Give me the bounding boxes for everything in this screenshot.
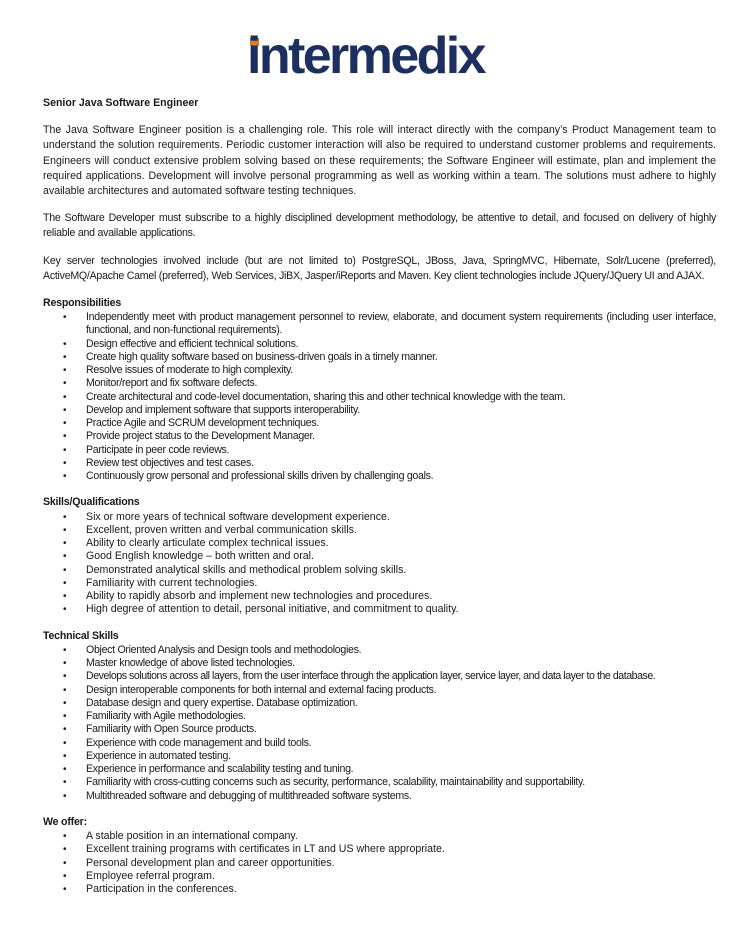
list-item: • A stable position in an international company.: [63, 830, 298, 843]
list-item: • Familiarity with cross-cutting concerns such as security, performance, scalability, maintainability and supportability.: [63, 776, 585, 789]
list-item: • Personal development plan and career opportunities.: [63, 856, 335, 869]
list-item: • Ability to rapidly absorb and implement new technologies and procedures.: [63, 590, 433, 603]
section-heading-responsibilities: Responsibilities: [43, 297, 122, 310]
section-heading-technical-skills: Technical Skills: [43, 629, 119, 642]
bullet-icon: •: [63, 538, 67, 550]
list-item: • Independently meet with product management personnel to review, elaborate, and document system requirements (including user interface, functional, and non-functional requirements).: [63, 311, 716, 337]
we-offer-list: [43, 830, 716, 896]
bullet-icon: •: [63, 884, 67, 896]
intro-paragraph: The Java Software Engineer position is a challenging role. This role will interact directly with the company’s Product Management team to understand the solution requirements. Periodic customer interaction will also be required to understand customer problems and requirements. Engineers will conduct extensive problem solving based on these requirements; the Software Engineer will estimate, plan and implement the required applications. Development will involve personal programming as well as working within a team. The solutions must adhere to highly available architectures and automated software testing techniques.: [43, 124, 716, 198]
list-item: • Master knowledge of above listed technologies.: [63, 657, 295, 670]
list-item: • Participate in peer code reviews.: [63, 443, 230, 456]
bullet-icon: •: [63, 391, 67, 403]
bullet-icon: •: [63, 764, 67, 776]
bullet-icon: •: [63, 457, 67, 469]
list-item: • Monitor/report and fix software defects.: [63, 377, 258, 390]
bullet-icon: •: [63, 658, 67, 670]
list-item: • Design interoperable components for both internal and external facing products.: [63, 683, 437, 696]
list-item: • Continuously grow personal and professional skills driven by challenging goals.: [63, 470, 434, 483]
technologies-paragraph: Key server technologies involved include (but are not limited to) PostgreSQL, JBoss, Java, SpringMVC, Hibernate, Solr/Lucene (preferred), ActiveMQ/Apache Camel (preferred), Web Services, JiBX, Jasper/iReports and Maven. Key client technologies include JQuery/JQuery UI and AJAX.: [43, 254, 716, 282]
list-item: • Multithreaded software and debugging of multithreaded software systems.: [63, 789, 412, 802]
bullet-icon: •: [63, 844, 67, 856]
list-item: • Familiarity with Open Source products.: [63, 723, 257, 736]
bullet-icon: •: [63, 378, 67, 390]
technical-skills-list: [43, 644, 716, 803]
list-item: • Develop and implement software that supports interoperability.: [63, 403, 360, 416]
list-item: • Database design and query expertise. Database optimization.: [63, 696, 358, 709]
list-item: • Excellent training programs with certificates in LT and US where appropriate.: [63, 843, 445, 856]
company-logo: [247, 27, 484, 85]
job-description-document: [43, 96, 716, 908]
bullet-icon: •: [63, 870, 67, 882]
bullet-icon: •: [63, 564, 67, 576]
bullet-icon: •: [63, 471, 67, 483]
bullet-icon: •: [63, 591, 67, 603]
list-item: • Create architectural and code-level documentation, sharing this and other technical knowledge with the team.: [63, 390, 566, 403]
bullet-icon: •: [63, 524, 67, 536]
bullet-icon: •: [63, 431, 67, 443]
responsibilities-list: [43, 311, 716, 483]
bullet-icon: •: [63, 750, 67, 762]
list-item: • Ability to clearly articulate complex technical issues.: [63, 537, 329, 550]
bullet-icon: •: [63, 644, 67, 656]
bullet-icon: •: [63, 418, 67, 430]
job-title: Senior Java Software Engineer: [43, 97, 199, 109]
list-item: • Create high quality software based on business-driven goals in a timely manner.: [63, 350, 438, 363]
bullet-icon: •: [63, 697, 67, 709]
bullet-icon: •: [63, 790, 67, 802]
bullet-icon: •: [63, 684, 67, 696]
list-item: • Excellent, proven written and verbal communication skills.: [63, 523, 357, 536]
bullet-icon: •: [63, 857, 67, 869]
skills-qualifications-list: [43, 511, 716, 617]
bullet-icon: •: [63, 777, 67, 789]
bullet-icon: •: [63, 351, 67, 363]
section-heading-we-offer: We offer:: [43, 815, 87, 828]
list-item: • Experience with code management and build tools.: [63, 736, 312, 749]
bullet-icon: •: [63, 724, 67, 736]
bullet-icon: •: [63, 604, 67, 616]
methodology-paragraph: The Software Developer must subscribe to a highly disciplined development methodology, be attentive to detail, and focused on delivery of highly reliable and available applications.: [43, 212, 716, 240]
list-item: • Object Oriented Analysis and Design tools and methodologies.: [63, 643, 362, 656]
list-item: • Experience in automated testing.: [63, 749, 231, 762]
bullet-icon: •: [63, 577, 67, 589]
section-heading-skills-qualifications: Skills/Qualifications: [43, 496, 140, 509]
list-item: • Resolve issues of moderate to high complexity.: [63, 364, 293, 377]
bullet-icon: •: [63, 365, 67, 377]
logo-wordmark: intermedix: [247, 27, 484, 85]
bullet-icon: •: [63, 312, 67, 324]
list-item: • Employee referral program.: [63, 869, 215, 882]
list-item: • Six or more years of technical software development experience.: [63, 510, 390, 523]
list-item: • Review test objectives and test cases.: [63, 456, 254, 469]
bullet-icon: •: [63, 671, 67, 683]
list-item: • Familiarity with Agile methodologies.: [63, 710, 246, 723]
bullet-icon: •: [63, 444, 67, 456]
bullet-icon: •: [63, 404, 67, 416]
list-item: • Develops solutions across all layers, from the user interface through the application layer, service layer, and data layer to the database.: [63, 670, 656, 683]
list-item: • Practice Agile and SCRUM development techniques.: [63, 417, 319, 430]
list-item: • Participation in the conferences.: [63, 883, 237, 896]
list-item: • Design effective and efficient technical solutions.: [63, 337, 299, 350]
bullet-icon: •: [63, 511, 67, 523]
bullet-icon: •: [63, 711, 67, 723]
list-item: • High degree of attention to detail, personal initiative, and commitment to quality.: [63, 603, 459, 616]
list-item: • Provide project status to the Development Manager.: [63, 430, 315, 443]
list-item: • Familiarity with current technologies.: [63, 576, 258, 589]
list-item: • Demonstrated analytical skills and methodical problem solving skills.: [63, 563, 407, 576]
list-item: • Experience in performance and scalability testing and tuning.: [63, 763, 354, 776]
list-item: • Good English knowledge – both written and oral.: [63, 550, 314, 563]
bullet-icon: •: [63, 737, 67, 749]
bullet-icon: •: [63, 551, 67, 563]
bullet-icon: •: [63, 338, 67, 350]
bullet-icon: •: [63, 831, 67, 843]
